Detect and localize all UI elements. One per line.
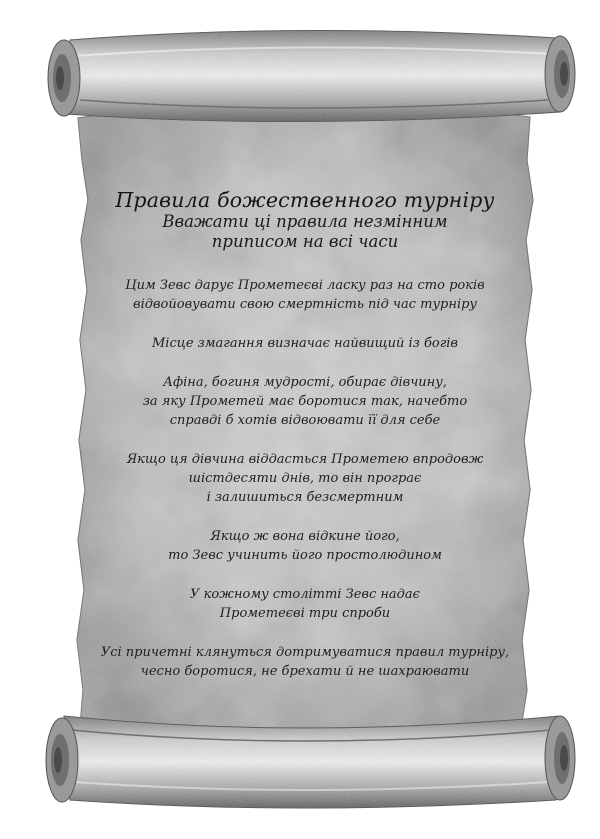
rule-line: справді б хотів відвоювати її для себе xyxy=(169,413,441,428)
rule-line: Місце змагання визначає найвищий із богів xyxy=(152,336,458,351)
scroll-title: Правила божественного турніру xyxy=(115,188,495,212)
rule-line: відвойовувати свою смертність під час турніру xyxy=(133,297,477,312)
rule-line: чесно боротися, не брехати й не шахраювати xyxy=(140,664,470,679)
rule-paragraph xyxy=(100,450,510,507)
rule-paragraph xyxy=(100,585,510,623)
subtitle-line: приписом на всі часи xyxy=(211,232,399,251)
scroll-text-block xyxy=(100,188,510,701)
rule-paragraph xyxy=(100,276,510,314)
rule-line: Якщо ж вона відкине його, xyxy=(210,529,400,544)
rule-line: Афіна, богиня мудрості, обирає дівчину, xyxy=(163,375,447,390)
scroll-subtitle xyxy=(100,212,510,252)
rule-paragraph xyxy=(100,643,510,681)
rule-line: Цим Зевс дарує Прометеєві ласку раз на сто років xyxy=(125,278,485,293)
top-roll xyxy=(48,30,575,121)
rule-line: Усі причетні клянуться дотримуватися правил турніру, xyxy=(100,645,510,660)
rule-line: за яку Прометей має боротися так, начебто xyxy=(142,394,468,409)
subtitle-line: Вважати ці правила незмінним xyxy=(162,212,448,231)
rule-line: У кожному столітті Зевс надає xyxy=(190,587,420,602)
bottom-roll xyxy=(46,716,575,808)
rule-paragraph xyxy=(100,373,510,430)
rule-line: Якщо ця дівчина віддасться Прометею впродовж xyxy=(126,452,484,467)
rule-line: і залишиться безсмертним xyxy=(206,490,404,505)
rule-paragraph xyxy=(100,334,510,353)
rule-line: то Зевс учинить його простолюдином xyxy=(168,548,442,563)
rule-line: Прометеєві три спроби xyxy=(219,606,391,621)
rule-paragraph xyxy=(100,527,510,565)
rule-line: шістдесяти днів, то він програє xyxy=(188,471,422,486)
